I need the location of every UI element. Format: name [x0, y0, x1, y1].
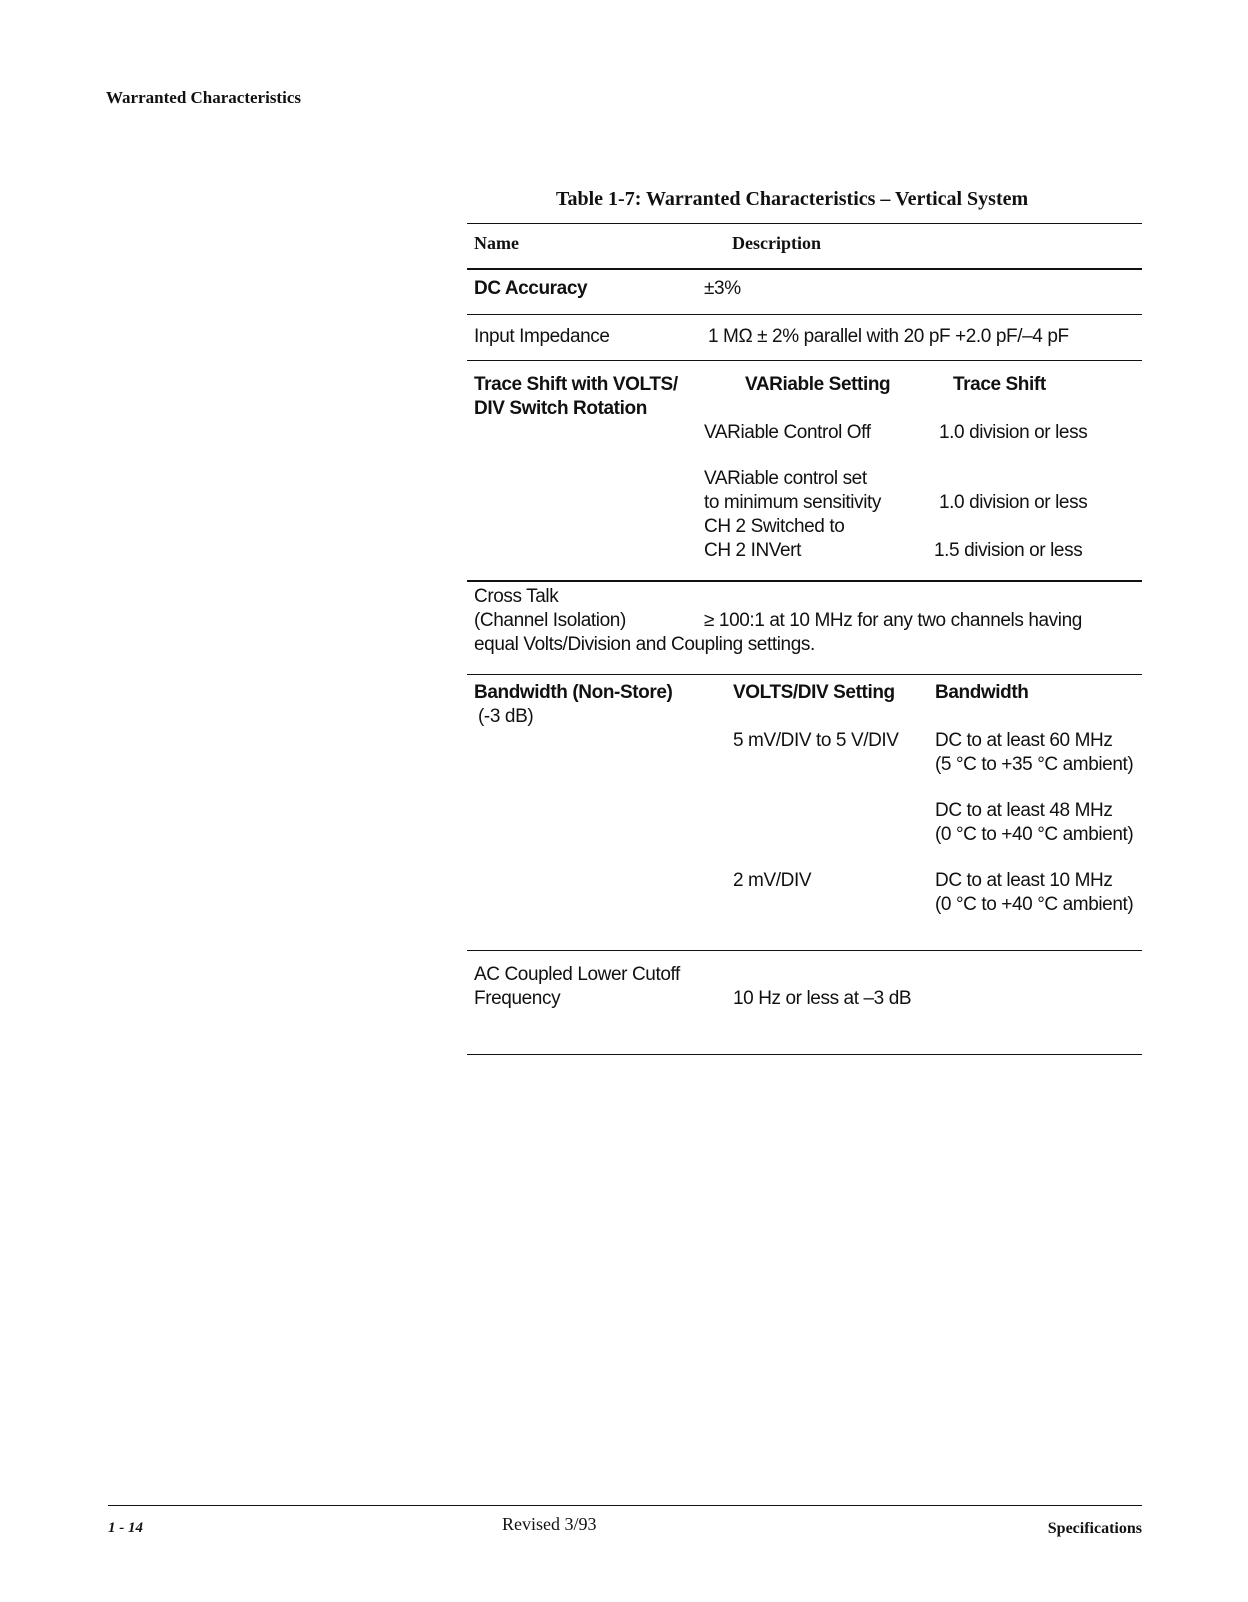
row-name-line2: DIV Switch Rotation — [474, 398, 647, 419]
row-rule — [467, 950, 1142, 951]
setting-ch2-invert-line2: CH 2 INVert — [704, 540, 801, 561]
setting-ch2-invert-line1: CH 2 Switched to — [704, 516, 845, 537]
subheader-bandwidth: Bandwidth — [935, 682, 1029, 703]
setting-variable-min-line1: VARiable control set — [704, 468, 867, 489]
row-name: Input Impedance — [474, 326, 610, 347]
table-bottom-rule — [467, 1054, 1142, 1055]
header-rule — [467, 268, 1142, 270]
row-name-line2: Frequency — [474, 988, 561, 1009]
row-name-line2: (Channel Isolation) — [474, 610, 626, 631]
page-number: 1 - 14 — [108, 1520, 143, 1536]
row-name-line1: Cross Talk — [474, 586, 559, 607]
column-header-description: Description — [732, 233, 821, 253]
shift-value: 1.0 division or less — [939, 492, 1088, 513]
row-name: DC Accuracy — [474, 278, 588, 299]
bandwidth-value-line2: (0 °C to +40 °C ambient) — [935, 894, 1134, 915]
footer-section: Specifications — [1047, 1520, 1142, 1537]
row-value: 1 MΩ ± 2% parallel with 20 pF +2.0 pF/–4 pF — [708, 326, 1069, 347]
subheader-variable-setting: VARiable Setting — [745, 374, 891, 395]
row-rule — [467, 580, 1142, 582]
setting-variable-off: VARiable Control Off — [704, 422, 871, 443]
setting-2mv: 2 mV/DIV — [733, 870, 812, 891]
column-header-name: Name — [474, 233, 519, 253]
table-top-rule — [467, 223, 1142, 224]
shift-value: 1.5 division or less — [934, 540, 1083, 561]
row-rule — [467, 674, 1142, 675]
bandwidth-value-line2: (0 °C to +40 °C ambient) — [935, 824, 1134, 845]
setting-variable-min-line2: to minimum sensitivity — [704, 492, 882, 513]
row-rule — [467, 360, 1142, 361]
footer-rule — [108, 1505, 1142, 1506]
row-name-line1: Bandwidth (Non-Store) — [474, 682, 673, 703]
row-value: ±3% — [704, 278, 741, 299]
subheader-volts-div-setting: VOLTS/DIV Setting — [733, 682, 895, 703]
revision-note: Revised 3/93 — [502, 1514, 597, 1534]
row-rule — [467, 314, 1142, 315]
table-caption: Table 1-7: Warranted Characteristics – Vertical System — [556, 188, 1029, 210]
bandwidth-value-line1: DC to at least 48 MHz — [935, 800, 1113, 821]
bandwidth-value-line1: DC to at least 10 MHz — [935, 870, 1113, 891]
setting-5mv-to-5v: 5 mV/DIV to 5 V/DIV — [733, 730, 899, 751]
subheader-trace-shift: Trace Shift — [953, 374, 1046, 395]
bandwidth-value-line2: (5 °C to +35 °C ambient) — [935, 754, 1134, 775]
row-value-line1: ≥ 100:1 at 10 MHz for any two channels having — [704, 610, 1082, 631]
row-name-line2: (-3 dB) — [478, 706, 534, 727]
shift-value: 1.0 division or less — [939, 422, 1088, 443]
section-title: Warranted Characteristics — [106, 88, 301, 107]
row-value: 10 Hz or less at –3 dB — [733, 988, 912, 1009]
bandwidth-value-line1: DC to at least 60 MHz — [935, 730, 1113, 751]
row-name-line1: Trace Shift with VOLTS/ — [474, 374, 678, 395]
row-value-line2: equal Volts/Division and Coupling settings. — [474, 634, 815, 655]
row-name-line1: AC Coupled Lower Cutoff — [474, 964, 680, 985]
